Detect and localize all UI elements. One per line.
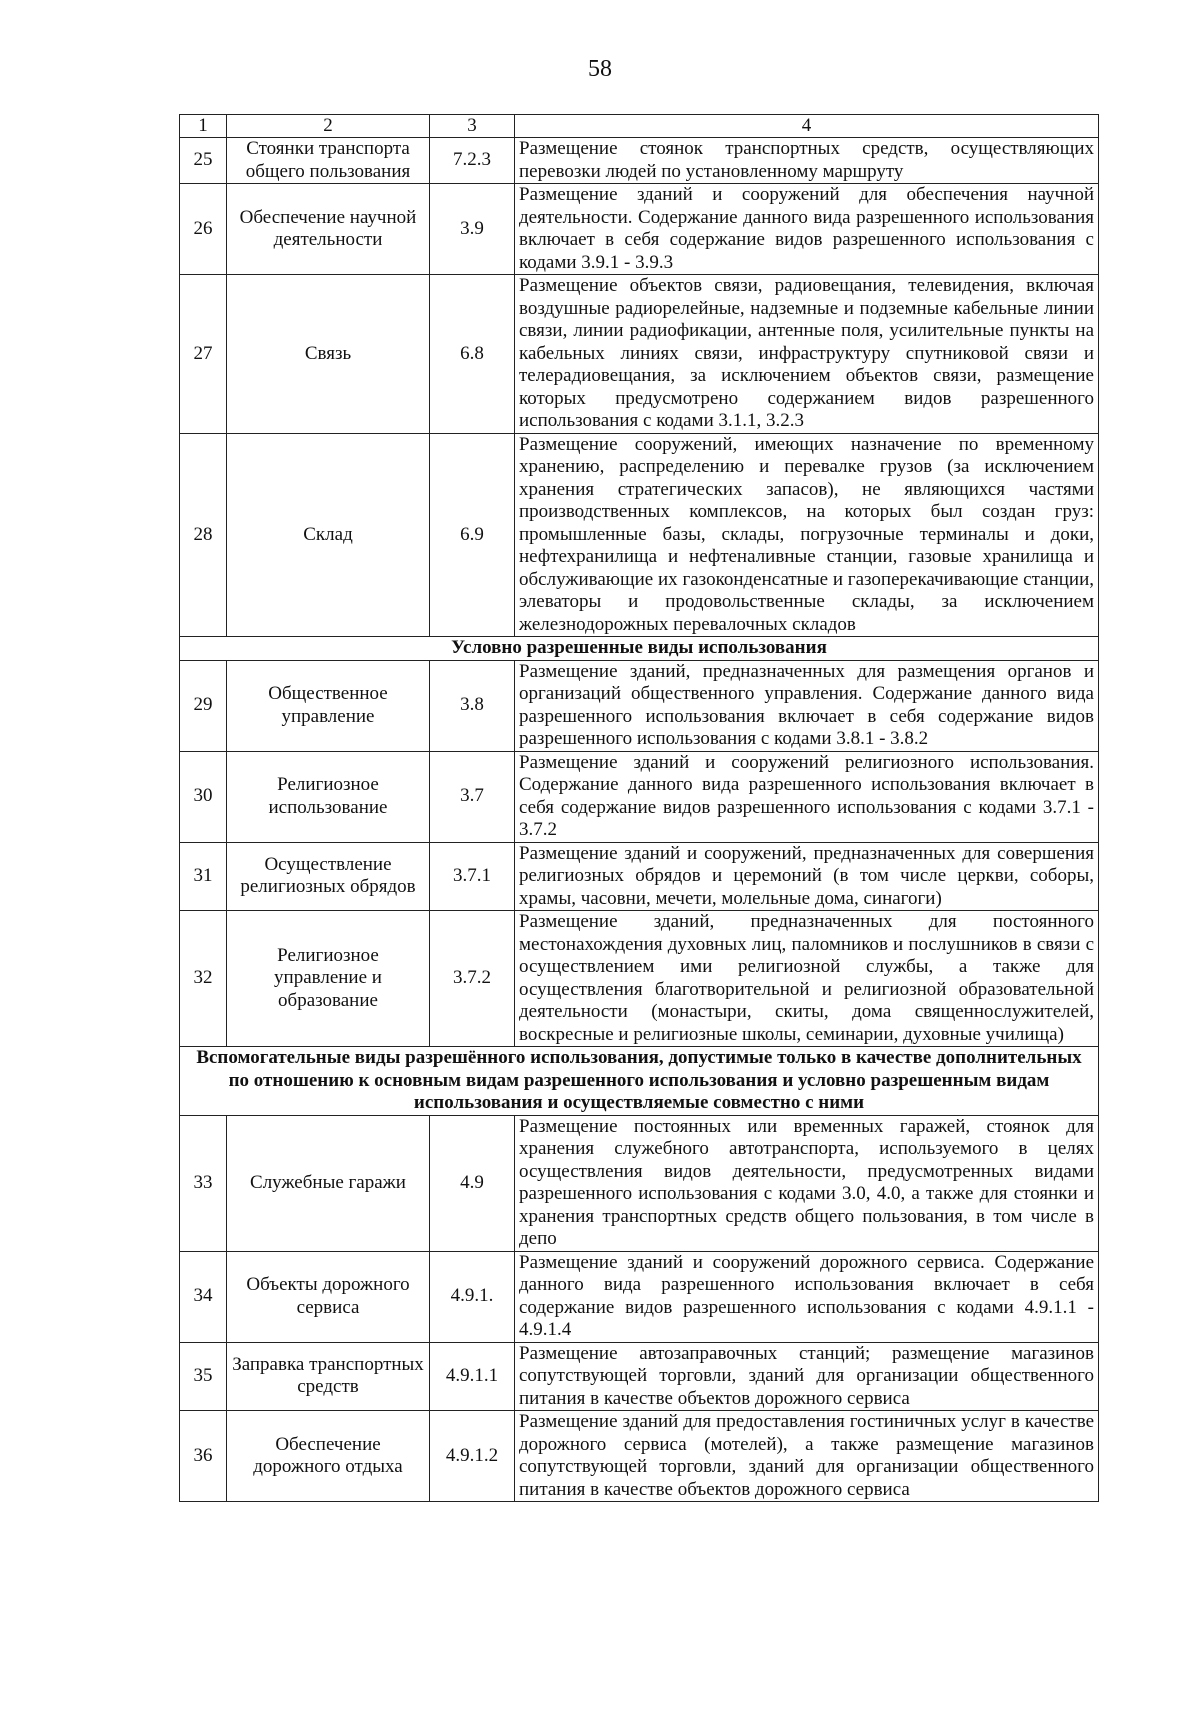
use-type-name: Обеспечение научной деятельности: [227, 184, 430, 275]
section-heading-conditional: Условно разрешенные виды использования: [180, 637, 1099, 661]
row-number: 33: [180, 1115, 227, 1251]
row-number: 32: [180, 911, 227, 1047]
table-row-30: [180, 751, 1099, 842]
row-number: 29: [180, 660, 227, 751]
use-type-name: Осуществление религиозных обрядов: [227, 842, 430, 911]
row-number: 30: [180, 751, 227, 842]
use-type-description: Размещение зданий и сооружений, предназначенных для совершения религиозных обрядов и церемоний (в том числе церкви, соборы, храмы, часовни, мечети, молельные дома, синагоги): [515, 842, 1099, 911]
table-row-31: [180, 842, 1099, 911]
table-row-34: [180, 1251, 1099, 1342]
use-type-description: Размещение сооружений, имеющих назначение по временному хранению, распределению и перевалке грузов (за исключением хранения стратегических запасов), не являющихся частями производственных комплексов, на которых был создан груз: промышленные базы, склады, погрузочные терминалы и доки, нефтехранилища и нефтеналивные станции, газовые хранилища и обслуживающие их газоконденсатные и газоперекачивающие станции, элеваторы и продовольственные склады, за исключением железнодорожных перевалочных складов: [515, 433, 1099, 637]
header-col-3: 3: [430, 115, 515, 138]
row-number: 31: [180, 842, 227, 911]
use-type-description: Размещение зданий и сооружений для обеспечения научной деятельности. Содержание данного вида разрешенного использования включает в себя содержание видов разрешенного использования с кодами 3.9.1 - 3.9.3: [515, 184, 1099, 275]
use-type-code: 6.9: [430, 433, 515, 637]
page-number: 58: [588, 56, 612, 82]
use-type-code: 3.9: [430, 184, 515, 275]
use-type-description: Размещение зданий, предназначенных для постоянного местонахождения духовных лиц, паломников и послушников в связи с осуществлением ими религиозной службы, а также для осуществления благотворительной и религиозной образовательной деятельности (монастыри, скиты, дома священнослужителей, воскресные и религиозные школы, семинарии, духовные училища): [515, 911, 1099, 1047]
table-row-35: [180, 1342, 1099, 1411]
row-number: 25: [180, 138, 227, 184]
section-heading-auxiliary: Вспомогательные виды разрешённого использования, допустимые только в качестве дополнительных по отношению к основным видам разрешенного использования и условно разрешенным видам использования и осуществляемые совместно с ними: [180, 1047, 1099, 1116]
use-type-description: Размещение постоянных или временных гаражей, стоянок для хранения служебного автотранспорта, используемого в целях осуществления видов деятельности, предусмотренных видами разрешенного использования с кодами 3.0, 4.0, а также для стоянки и хранения транспортных средств общего пользования, в том числе в депо: [515, 1115, 1099, 1251]
row-number: 27: [180, 275, 227, 434]
use-type-name: Стоянки транспорта общего пользования: [227, 138, 430, 184]
section-heading-row: [180, 637, 1099, 661]
header-col-2: 2: [227, 115, 430, 138]
table-row-29: [180, 660, 1099, 751]
use-type-code: 3.7.2: [430, 911, 515, 1047]
use-type-name: Заправка транспортных средств: [227, 1342, 430, 1411]
table-row-27: [180, 275, 1099, 434]
row-number: 35: [180, 1342, 227, 1411]
use-type-name: Обеспечение дорожного отдыха: [227, 1411, 430, 1502]
use-type-description: Размещение зданий, предназначенных для размещения органов и организаций общественного управления. Содержание данного вида разрешенного использования включает в себя содержание видов разрешенного использования с кодами 3.8.1 - 3.8.2: [515, 660, 1099, 751]
header-col-1: 1: [180, 115, 227, 138]
table-row-28: [180, 433, 1099, 637]
use-type-description: Размещение зданий для предоставления гостиничных услуг в качестве дорожного сервиса (мотелей), а также размещение магазинов сопутствующей торговли, зданий для организации общественного питания в качестве объектов дорожного сервиса: [515, 1411, 1099, 1502]
row-number: 26: [180, 184, 227, 275]
use-type-name: Религиозное управление и образование: [227, 911, 430, 1047]
table-row-36: [180, 1411, 1099, 1502]
header-col-4: 4: [515, 115, 1099, 138]
use-type-code: 3.7.1: [430, 842, 515, 911]
table-header-row: [180, 115, 1099, 138]
row-number: 28: [180, 433, 227, 637]
use-type-name: Религиозное использование: [227, 751, 430, 842]
use-type-description: Размещение объектов связи, радиовещания, телевидения, включая воздушные радиорелейные, надземные и подземные кабельные линии связи, линии радиофикации, антенные поля, усилительные пункты на кабельных линиях связи, инфраструктуру спутниковой связи и телерадиовещания, за исключением объектов связи, размещение которых предусмотрено содержанием видов разрешенного использования с кодами 3.1.1, 3.2.3: [515, 275, 1099, 434]
use-type-name: Связь: [227, 275, 430, 434]
use-type-description: Размещение зданий и сооружений религиозного использования. Содержание данного вида разрешенного использования включает в себя содержание видов разрешенного использования с кодами 3.7.1 - 3.7.2: [515, 751, 1099, 842]
use-type-code: 6.8: [430, 275, 515, 434]
use-type-code: 4.9.1.1: [430, 1342, 515, 1411]
use-type-description: Размещение автозаправочных станций; размещение магазинов сопутствующей торговли, зданий для организации общественного питания в качестве объектов дорожного сервиса: [515, 1342, 1099, 1411]
use-type-name: Служебные гаражи: [227, 1115, 430, 1251]
use-type-description: Размещение зданий и сооружений дорожного сервиса. Содержание данного вида разрешенного использования включает в себя содержание видов разрешенного использования с кодами 4.9.1.1 - 4.9.1.4: [515, 1251, 1099, 1342]
use-type-code: 4.9.1.2: [430, 1411, 515, 1502]
row-number: 34: [180, 1251, 227, 1342]
land-use-table: [179, 114, 1099, 1502]
use-type-description: Размещение стоянок транспортных средств, осуществляющих перевозки людей по установленному маршруту: [515, 138, 1099, 184]
use-type-name: Склад: [227, 433, 430, 637]
use-type-code: 4.9.1.: [430, 1251, 515, 1342]
use-type-code: 3.7: [430, 751, 515, 842]
table-row-26: [180, 184, 1099, 275]
use-type-name: Объекты дорожного сервиса: [227, 1251, 430, 1342]
table-row-33: [180, 1115, 1099, 1251]
row-number: 36: [180, 1411, 227, 1502]
use-type-name: Общественное управление: [227, 660, 430, 751]
table-row-32: [180, 911, 1099, 1047]
section-heading-row: [180, 1047, 1099, 1116]
use-type-code: 4.9: [430, 1115, 515, 1251]
use-type-code: 7.2.3: [430, 138, 515, 184]
use-type-code: 3.8: [430, 660, 515, 751]
table-row-25: [180, 138, 1099, 184]
